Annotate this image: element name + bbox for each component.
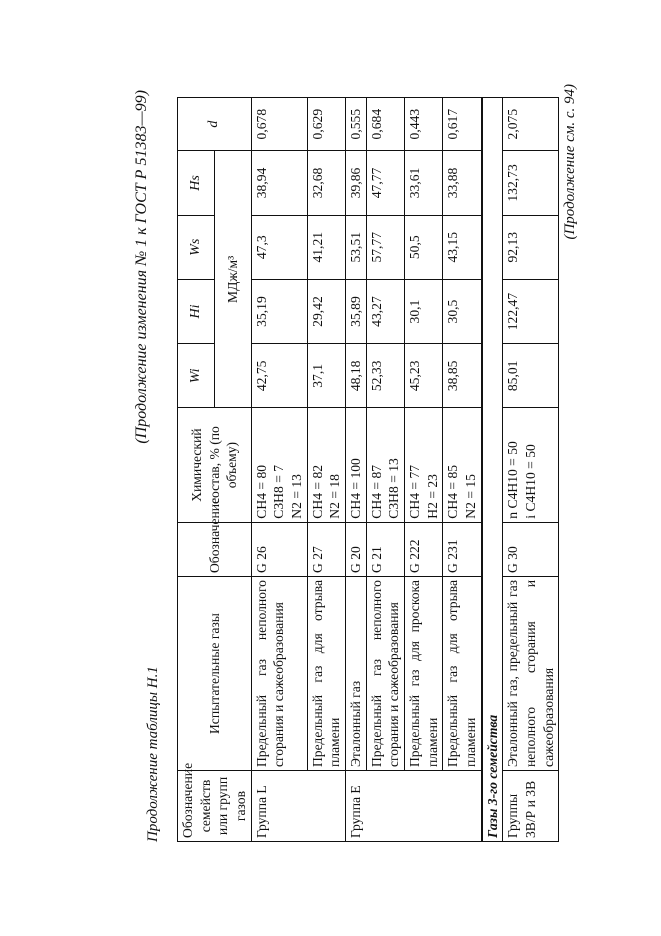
value-hi: 35,19 (251, 279, 307, 343)
header-row (178, 98, 215, 842)
composition-line: CH4 = 85 (445, 464, 461, 519)
gas-code: G 26 (251, 522, 307, 576)
gas-code: G 30 (503, 522, 559, 576)
value-wi: 45,23 (405, 344, 443, 408)
value-wi: 52,33 (366, 344, 404, 408)
value-ws: 50,5 (405, 215, 443, 279)
col-hi-header: Hi (178, 279, 215, 343)
value-hs: 32,68 (307, 151, 345, 215)
section-row (482, 98, 503, 842)
gas-composition (366, 408, 404, 522)
group-label: Группа E (346, 771, 482, 842)
value-wi: 42,75 (251, 344, 307, 408)
value-hs: 33,61 (405, 151, 443, 215)
gas-name: Эталонный газ, предельный газ неполного сгорания и сажеобразования (503, 577, 559, 771)
composition-line: CH4 = 77 (407, 464, 423, 519)
value-hi: 29,42 (307, 279, 345, 343)
gas-code: G 20 (346, 522, 367, 576)
col-hs-header: Hs (178, 151, 215, 215)
value-hs: 39,86 (346, 151, 367, 215)
composition-line: CH4 = 87 (368, 464, 384, 519)
col-family-header: Обозначение семейств или групп газов (178, 771, 252, 842)
gas-composition (443, 408, 482, 522)
table-row (251, 98, 307, 842)
gas-code: G 222 (405, 522, 443, 576)
value-ws: 47,3 (251, 215, 307, 279)
value-wi: 48,18 (346, 344, 367, 408)
composition-line: C3H8 = 13 (386, 458, 402, 519)
gas-name: Предельный газ неполного сгорания и сажеобразования (251, 577, 307, 771)
gas-name: Предельный газ для отрыва пламени (307, 577, 345, 771)
value-wi: 37,1 (307, 344, 345, 408)
value-d: 0,678 (251, 98, 307, 151)
value-hs: 47,77 (366, 151, 404, 215)
composition-line: N2 = 18 (327, 474, 343, 519)
table-row (307, 98, 345, 842)
col-designation-header: Обозначение (178, 522, 252, 576)
value-d: 0,443 (405, 98, 443, 151)
table-caption: Продолжение таблицы Н.1 (145, 666, 161, 842)
value-d: 2,075 (503, 98, 559, 151)
col-gases-header: Испытательные газы (178, 577, 252, 771)
value-hs: 33,88 (443, 151, 482, 215)
composition-line: CH4 = 82 (309, 464, 325, 519)
gas-name: Предельный газ для отрыва пламени (443, 577, 482, 771)
col-ws-header: Ws (178, 215, 215, 279)
composition-line: H2 = 23 (424, 474, 440, 519)
composition-line: C3H8 = 7 (271, 464, 287, 519)
value-hs: 132,73 (503, 151, 559, 215)
value-ws: 57,77 (366, 215, 404, 279)
group-label: Группа L (251, 771, 345, 842)
col-d-header: d (178, 98, 252, 151)
gas-table-wrap (177, 97, 556, 842)
gas-name: Предельный газ неполного сгорания и сажеобразования (366, 577, 404, 771)
composition-line: i C4H10 = 50 (523, 444, 539, 519)
value-d: 0,555 (346, 98, 367, 151)
value-hi: 30,1 (405, 279, 443, 343)
rotated-page-content (133, 84, 578, 842)
value-d: 0,684 (366, 98, 404, 151)
gas-composition (503, 408, 559, 522)
units-label: МДж/м³ (215, 151, 251, 408)
value-ws: 41,21 (307, 215, 345, 279)
value-hi: 35,89 (346, 279, 367, 343)
value-wi: 38,85 (443, 344, 482, 408)
table-row (503, 98, 559, 842)
gas-composition (307, 408, 345, 522)
value-hs: 38,94 (251, 151, 307, 215)
gas-code: G 27 (307, 522, 345, 576)
table-row (405, 98, 443, 842)
value-hi: 43,27 (366, 279, 404, 343)
running-header: (Продолжение изменения № 1 к ГОСТ Р 51383—99) (133, 90, 150, 444)
composition-line: CH4 = 100 (348, 458, 364, 519)
value-wi: 85,01 (503, 344, 559, 408)
table-row (346, 98, 367, 842)
gas-code: G 21 (366, 522, 404, 576)
gas-table (177, 97, 559, 842)
value-ws: 92,13 (503, 215, 559, 279)
col-composition-header: Химический состав, % (по объему) (178, 408, 252, 522)
continued-note: (Продолжение см. с. 94) (562, 84, 578, 240)
gas-composition (346, 408, 367, 522)
gas-composition (405, 408, 443, 522)
table-row (366, 98, 404, 842)
composition-line: n C4H10 = 50 (505, 441, 521, 519)
col-wi-header: Wi (178, 344, 215, 408)
value-d: 0,617 (443, 98, 482, 151)
gas-composition (251, 408, 307, 522)
value-hi: 30,5 (443, 279, 482, 343)
gas-name: Эталонный газ (346, 577, 367, 771)
value-ws: 53,51 (346, 215, 367, 279)
composition-line: N2 = 15 (463, 474, 479, 519)
composition-line: CH4 = 80 (253, 464, 269, 519)
group-label: Группы 3В/Р и 3В (503, 771, 559, 842)
value-hi: 122,47 (503, 279, 559, 343)
table-row (443, 98, 482, 842)
gas-name: Предельный газ для проскока пламени (405, 577, 443, 771)
composition-line: N2 = 13 (289, 474, 305, 519)
value-ws: 43,15 (443, 215, 482, 279)
section-title: Газы 3-го семейства (482, 98, 503, 842)
value-d: 0,629 (307, 98, 345, 151)
gas-code: G 231 (443, 522, 482, 576)
